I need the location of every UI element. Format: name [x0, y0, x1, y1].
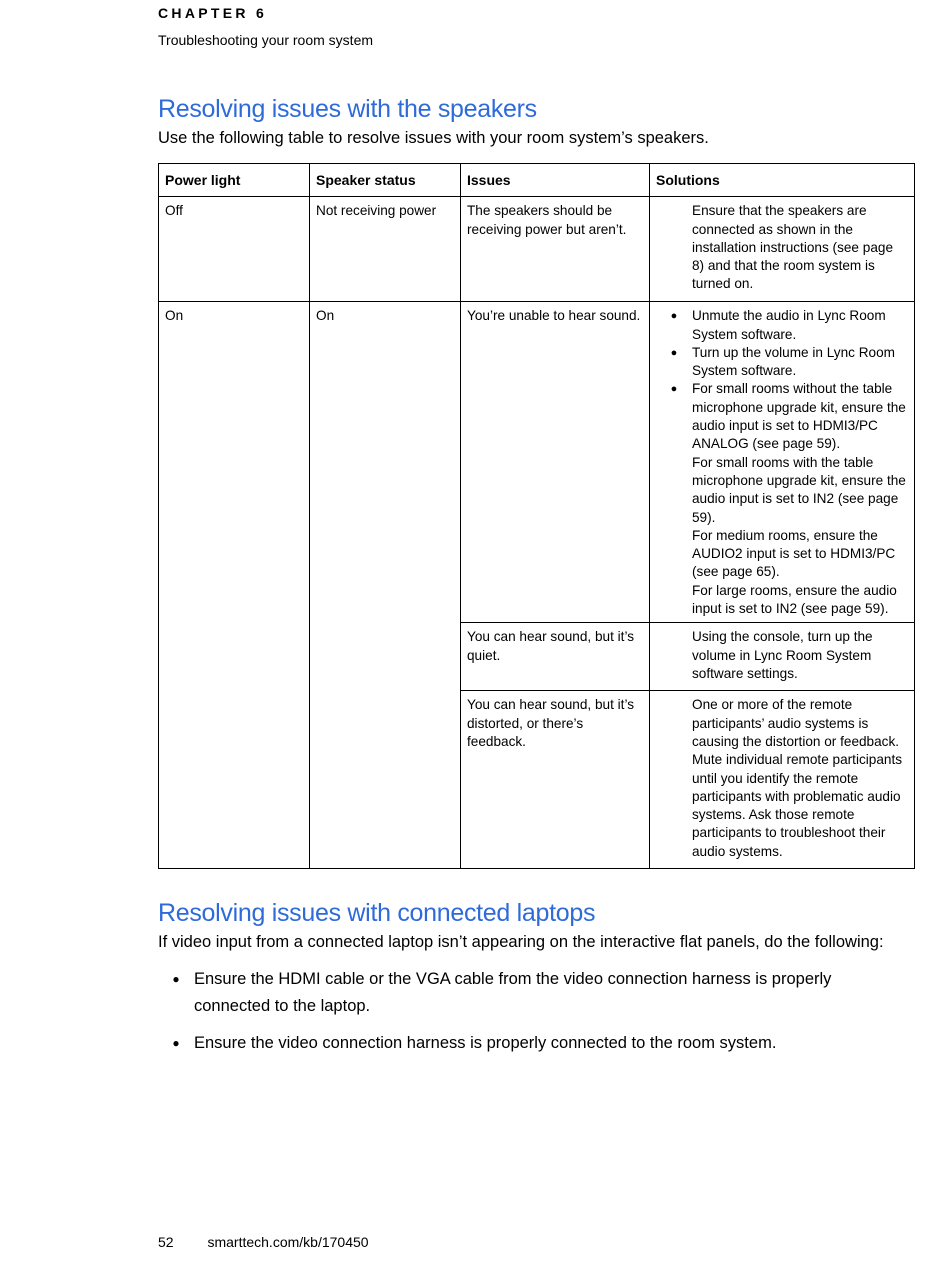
solution-cell — [650, 302, 915, 623]
speakers-section-heading: Resolving issues with the speakers — [158, 95, 537, 123]
solution-sub-paragraph: For large rooms, ensure the audio input is set to IN2 (see page 59). — [692, 582, 897, 617]
speaker-status-cell: Not receiving power — [310, 197, 461, 302]
column-header-solutions: Solutions — [650, 164, 915, 197]
solution-text: One or more of the remote participants’ audio systems is causing the distortion or feedback. Mute individual remote participants until you identify the remote participants with problematic audio systems. Ask those remote participants to troubleshoot their audio systems. — [692, 697, 903, 859]
bullet-icon: ● — [670, 310, 678, 323]
solution-bullet-item — [656, 344, 908, 381]
list-item-text: Ensure the video connection harness is properly connected to the room system. — [194, 1034, 777, 1052]
issue-cell: You can hear sound, but it’s quiet. — [461, 623, 650, 691]
chapter-title: Troubleshooting your room system — [158, 32, 374, 48]
chapter-label: CHAPTER 6 — [158, 5, 268, 21]
power-light-cell: Off — [159, 197, 310, 302]
speakers-troubleshooting-table — [158, 163, 915, 869]
solution-cell — [650, 197, 915, 302]
bullet-icon: ● — [172, 972, 180, 986]
issue-cell: The speakers should be receiving power but aren’t. — [461, 197, 650, 302]
solution-text: Ensure that the speakers are connected as shown in the installation instructions (see page 8) and that the room system is turned on. — [692, 203, 893, 292]
bullet-icon: ● — [670, 346, 678, 359]
table-row — [159, 197, 915, 302]
solution-sub-paragraph: For small rooms with the table microphone upgrade kit, ensure the audio input is set to IN2 (see page 59). — [692, 454, 906, 525]
speakers-section-intro: Use the following table to resolve issues with your room system’s speakers. — [158, 129, 709, 147]
bullet-icon: ● — [172, 1036, 180, 1050]
solution-bullet-item — [656, 380, 908, 453]
solution-bullet-text: Unmute the audio in Lync Room System software. — [692, 308, 886, 342]
issue-cell: You can hear sound, but it’s distorted, or there’s feedback. — [461, 691, 650, 869]
column-header-issues: Issues — [461, 164, 650, 197]
table-row — [159, 302, 915, 623]
page-footer — [158, 1234, 369, 1250]
solution-bullet-text: For small rooms without the table microphone upgrade kit, ensure the audio input is set to HDMI3/PC ANALOG (see page 59). — [692, 381, 906, 452]
solution-bullet-text: Turn up the volume in Lync Room System software. — [692, 344, 895, 379]
issue-cell: You’re unable to hear sound. — [461, 302, 650, 623]
list-item-text: Ensure the HDMI cable or the VGA cable from the video connection harness is properly connected to the laptop. — [194, 970, 832, 1015]
solution-bullet-item — [656, 307, 908, 344]
solution-cell — [650, 691, 915, 869]
footer-url: smarttech.com/kb/170450 — [207, 1234, 369, 1250]
speaker-status-cell: On — [310, 302, 461, 869]
list-item — [158, 966, 878, 1020]
solution-sub-paragraph: For medium rooms, ensure the AUDIO2 input is set to HDMI3/PC (see page 65). — [692, 527, 896, 580]
power-light-cell: On — [159, 302, 310, 869]
column-header-power-light: Power light — [159, 164, 310, 197]
page-number: 52 — [158, 1234, 174, 1250]
column-header-speaker-status: Speaker status — [310, 164, 461, 197]
bullet-icon: ● — [670, 383, 678, 396]
solution-text: Using the console, turn up the volume in Lync Room System software settings. — [692, 629, 873, 681]
laptops-section-heading: Resolving issues with connected laptops — [158, 899, 596, 927]
laptops-section-intro: If video input from a connected laptop isn’t appearing on the interactive flat panels, do the following: — [158, 933, 884, 951]
table-header-row — [159, 164, 915, 197]
solution-cell — [650, 623, 915, 691]
laptop-steps-list — [158, 966, 878, 1067]
list-item — [158, 1030, 878, 1057]
